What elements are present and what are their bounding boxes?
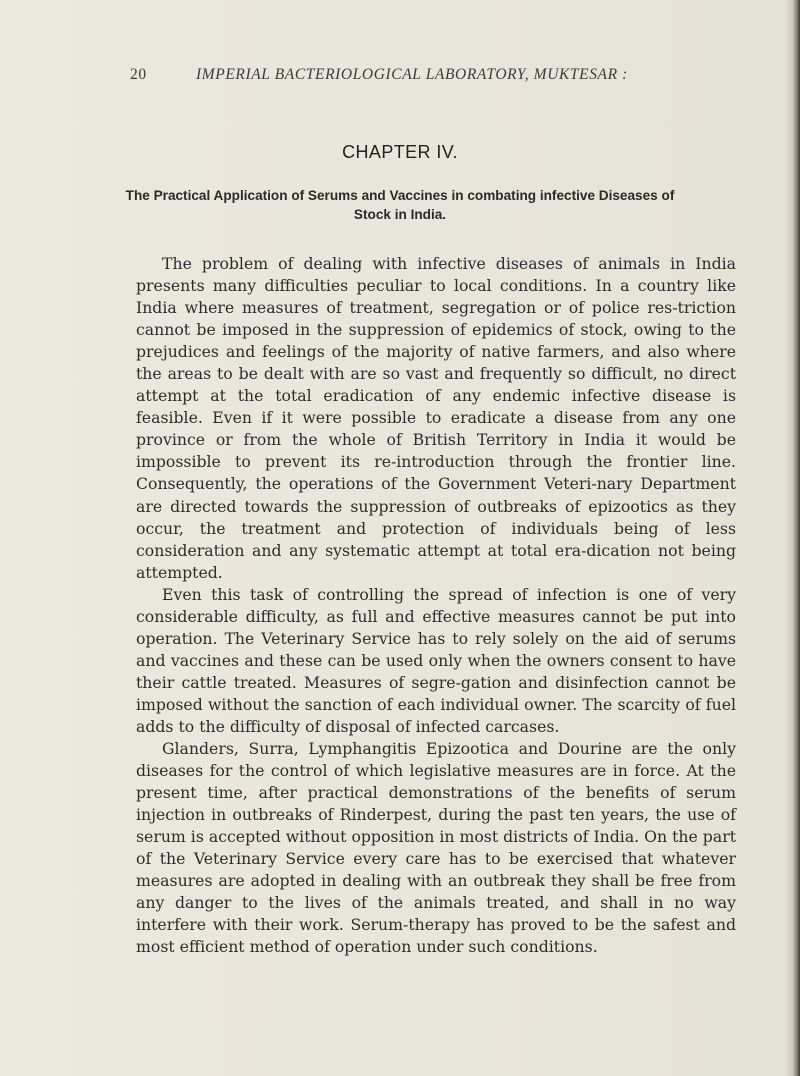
paragraph: The problem of dealing with infective diseases of animals in India presents many difficulties peculiar to local conditions. In a country like India where measures of treatment, segregation or of police res-triction cannot be imposed in the suppression of epidemics of stock, owing to the prejudices and feelings of the majority of native farmers, and also where the areas to be dealt with are so vast and frequently so difficult, no direct attempt at the total eradication of any endemic infective disease is feasible. Even if it were possible to eradicate a disease from any one province or from the whole of British Territory in India it would be impossible to prevent its re-introduction through the frontier line. Consequently, the operations of the Government Veteri-nary Department are directed towards the suppression of outbreaks of epizootics as they occur, the treatment and protection of individuals being of less consideration and any systematic attempt at total era-dication not being attempted.: [136, 254, 736, 582]
running-head: IMPERIAL BACTERIOLOGICAL LABORATORY, MUKTESAR :: [196, 66, 628, 83]
page-number: 20: [130, 66, 147, 83]
paragraph: Even this task of controlling the spread of infection is one of very considerable difficulty, as full and effective measures cannot be put into operation. The Veterinary Service has to rely solely on the aid of serums and vaccines and these can be used only when the owners consent to have their cattle treated. Measures of segre-gation and disinfection cannot be imposed without the sanction of each individual owner. The scarcity of fuel adds to the difficulty of disposal of infected carcases.: [136, 584, 736, 736]
chapter-subtitle: The Practical Application of Serums and Vaccines in combating infective Diseases of Stock in India.: [125, 188, 675, 222]
paragraph: Glanders, Surra, Lymphangitis Epizootica and Dourine are the only diseases for the control of which legislative measures are in force. At the present time, after practical demonstrations of the benefits of serum injection in outbreaks of Rinderpest, during the past ten years, the use of serum is accepted without opposition in most districts of India. On the part of the Veterinary Service every care has to be exercised that whatever measures are adopted in dealing with an outbreak they shall be free from any danger to the lives of the animals treated, and shall in no way interfere with their work. Serum-therapy has proved to be the safest and most efficient method of operation under such conditions.: [136, 739, 736, 957]
chapter-title: CHAPTER IV.: [342, 142, 458, 162]
body-text: [136, 253, 736, 959]
page-edge-shadow: [786, 0, 800, 1076]
